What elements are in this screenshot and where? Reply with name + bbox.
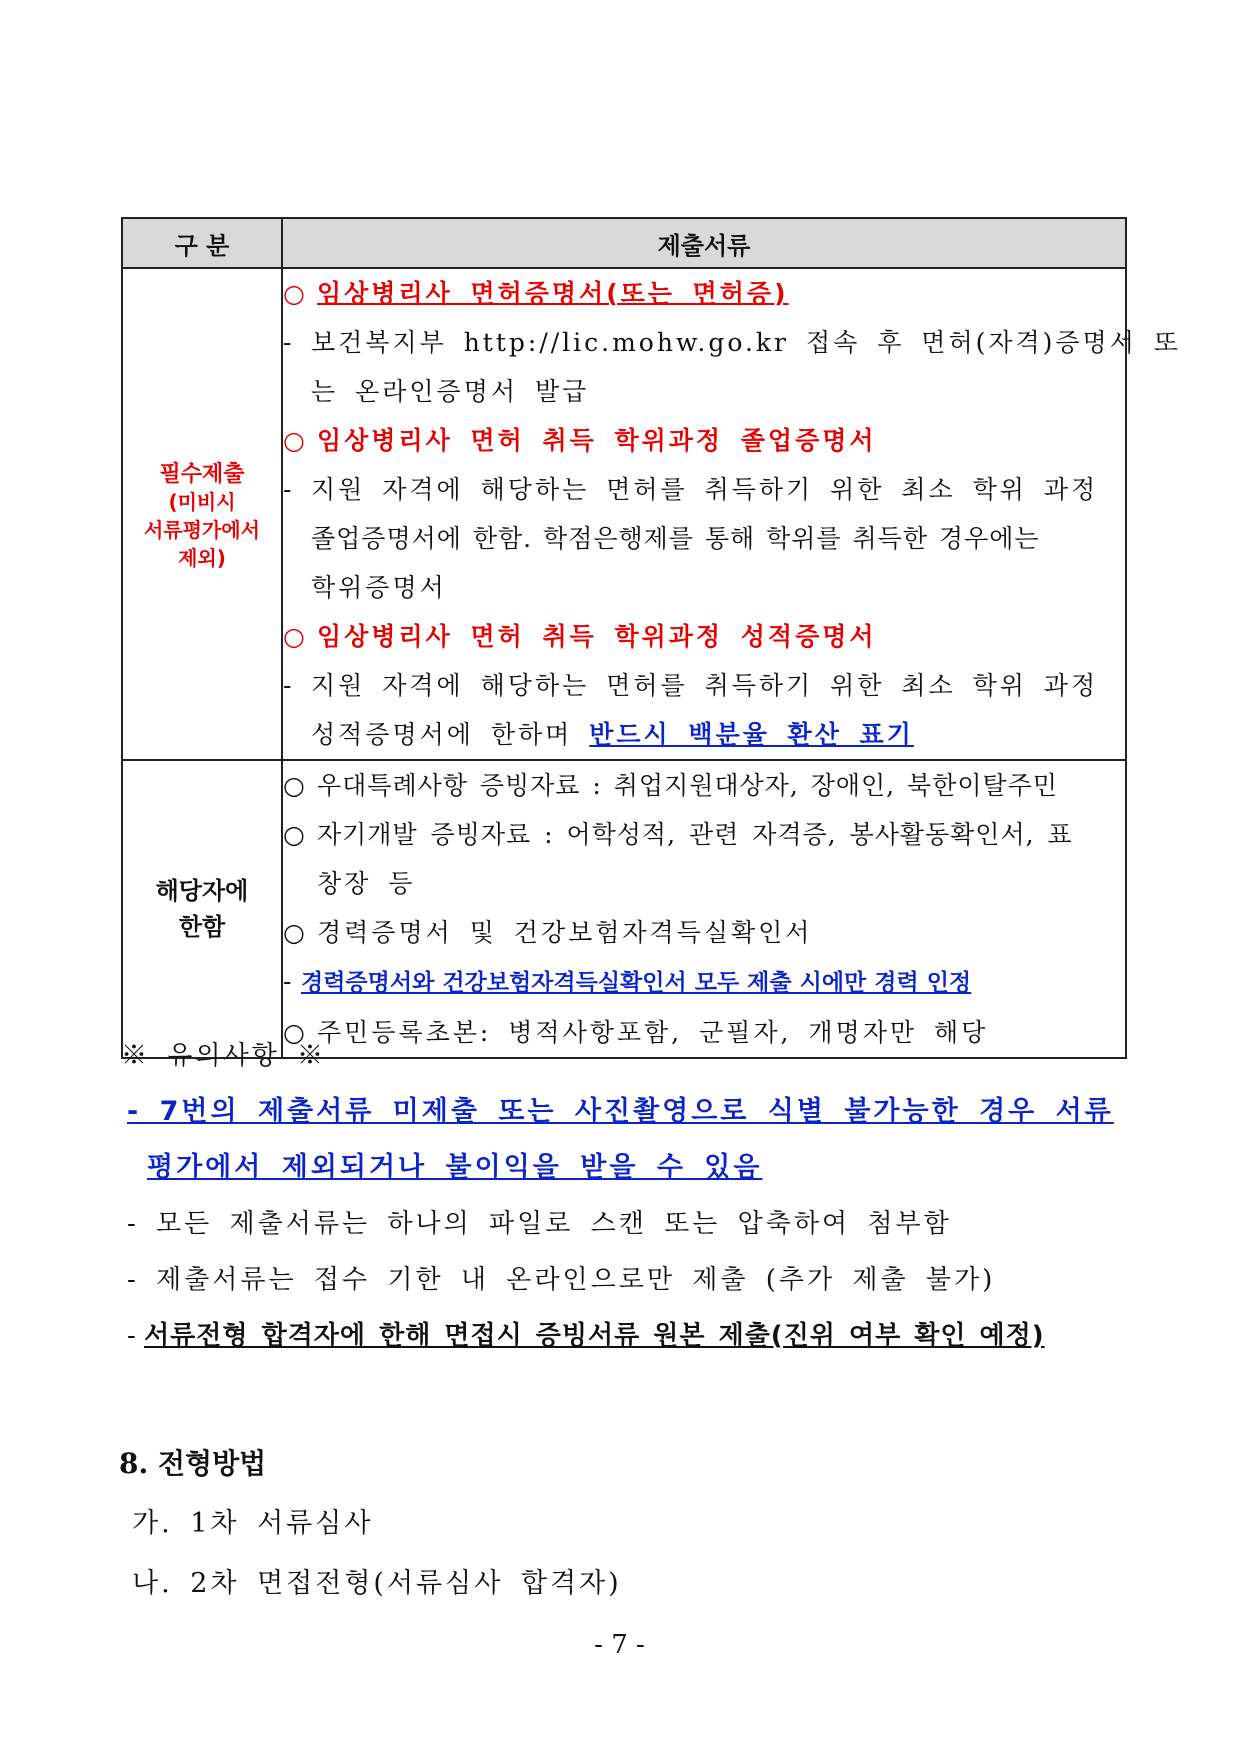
list-item: ○ 임상병리사 면허 취득 학위과정 졸업증명서 — [283, 416, 1125, 465]
required-note-1: (미비시 — [168, 489, 236, 514]
section-title: 8. 전형방법 — [119, 1447, 267, 1480]
required-label: 필수제출 — [159, 461, 245, 487]
required-note-2: 서류평가에서 — [144, 517, 260, 542]
list-item: ○ 주민등록초본: 병적사항포함, 군필자, 개명자만 해당 — [283, 1008, 1125, 1057]
list-item: ○ 임상병리사 면허증명서(또는 면허증) — [283, 269, 1125, 318]
list-item-continued: 졸업증명서에 한함. 학점은행제를 통해 학위를 취득한 경우에는 — [311, 524, 1040, 553]
list-item-continued: 창장 등 — [317, 869, 416, 898]
list-item: - 경력증명서와 건강보험자격득실확인서 모두 제출 시에만 경력 인정 — [283, 967, 972, 996]
note-item: - 7번의 제출서류 미제출 또는 사진촬영으로 식별 불가능한 경우 서류 — [127, 1096, 1114, 1127]
list-item: ○ 임상병리사 면허 취득 학위과정 성적증명서 — [283, 612, 1125, 661]
list-item: - 보건복지부 http://lic.mohw.go.kr 접속 후 면허(자격)증명서 또 — [283, 328, 1181, 357]
circle-bullet-icon: ○ — [283, 771, 305, 800]
documents-table — [121, 217, 1181, 1059]
circle-bullet-icon: ○ — [283, 918, 305, 947]
circle-bullet-icon: ○ — [283, 820, 305, 849]
circle-bullet-icon: ○ — [283, 279, 305, 308]
section-8 — [119, 1434, 622, 1614]
note-item-continued: 평가에서 제외되거나 불이익을 받을 수 있음 — [147, 1152, 763, 1183]
note-item: - 모든 제출서류는 하나의 파일로 스캔 또는 압축하여 첨부함 — [127, 1209, 952, 1239]
emphasis-text: 반드시 백분율 환산 표기 — [589, 720, 914, 749]
section-item: 가. 1차 서류심사 — [132, 1508, 374, 1539]
circle-bullet-icon: ○ — [283, 426, 305, 455]
notes-heading: ※ 유의사항 ※ — [121, 1041, 326, 1071]
optional-category: 해당자에 한함 — [122, 760, 282, 1058]
required-documents — [282, 268, 1181, 760]
optional-row — [122, 760, 1126, 1058]
page-number: - 7 - — [594, 1630, 645, 1660]
list-item-continued: 성적증명서에 한하며 반드시 백분율 환산 표기 — [311, 720, 914, 749]
list-item: ○ 자기개발 증빙자료 : 어학성적, 관련 자격증, 봉사활동확인서, 표 — [283, 810, 1125, 859]
list-item: ○ 우대특례사항 증빙자료 : 취업지원대상자, 장애인, 북한이탈주민 — [283, 761, 1125, 810]
list-item-continued: 는 온라인증명서 발급 — [311, 377, 590, 406]
list-item: ○ 경력증명서 및 건강보험자격득실확인서 — [283, 908, 1125, 957]
circle-bullet-icon: ○ — [283, 622, 305, 651]
note-item: - 서류전형 합격자에 한해 면접시 증빙서류 원본 제출(진위 여부 확인 예정) — [127, 1321, 1045, 1351]
notes-section — [121, 1028, 1131, 1364]
header-documents: 제출서류 — [282, 218, 1126, 268]
section-item: 나. 2차 면접전형(서류심사 합격자) — [132, 1568, 622, 1599]
list-item: - 지원 자격에 해당하는 면허를 취득하기 위한 최소 학위 과정 — [283, 475, 1099, 504]
list-item-continued: 학위증명서 — [311, 573, 447, 602]
note-item: - 제출서류는 접수 기한 내 온라인으로만 제출 (추가 제출 불가) — [127, 1265, 996, 1295]
required-note-3: 제외) — [178, 545, 226, 570]
header-category: 구 분 — [122, 218, 282, 268]
circle-bullet-icon: ○ — [283, 1018, 305, 1047]
emphasis-text: 경력증명서와 건강보험자격득실확인서 모두 제출 시에만 경력 인정 — [301, 970, 972, 996]
required-category — [122, 268, 282, 760]
required-row — [122, 268, 1126, 760]
list-item: - 지원 자격에 해당하는 면허를 취득하기 위한 최소 학위 과정 — [283, 671, 1099, 700]
table-header-row — [122, 218, 1126, 268]
optional-documents — [282, 760, 1126, 1058]
